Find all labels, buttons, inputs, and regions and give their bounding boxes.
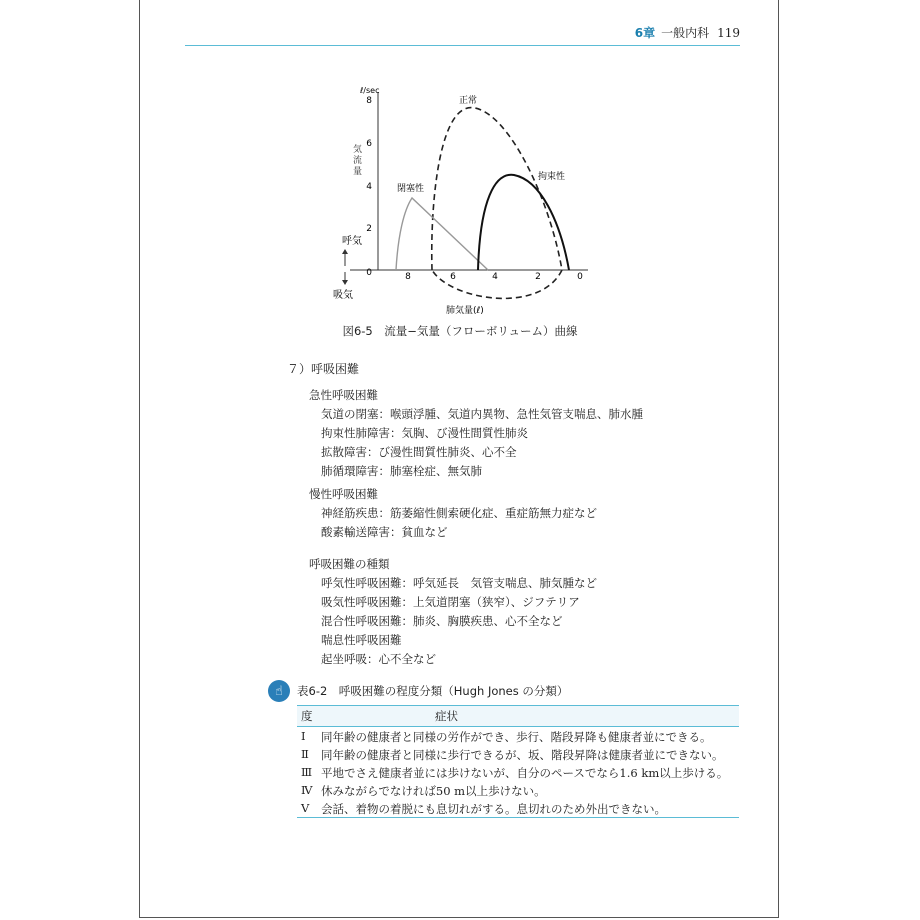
grade-cell: Ⅳ xyxy=(301,783,313,797)
table-body xyxy=(297,727,739,817)
y-label-char-2: 流 xyxy=(353,156,363,166)
list-item: 神経筋疾患：筋萎縮性側索硬化症、重症筋無力症など xyxy=(321,506,597,520)
y-tick-label: 8 xyxy=(366,96,372,106)
y-ticks xyxy=(366,96,372,278)
y-label-char-3: 量 xyxy=(353,167,363,177)
x-tick-label: 4 xyxy=(492,272,498,282)
y-tick-label: 4 xyxy=(366,182,372,192)
table-bottom-rule xyxy=(297,817,739,818)
chapter-title: 一般内科 xyxy=(661,26,710,40)
y-axis-title xyxy=(353,143,362,177)
restrictive-curve xyxy=(478,175,569,270)
column-header-symptom: 症状 xyxy=(435,709,458,723)
inspire-arrowhead xyxy=(342,280,348,285)
hugh-jones-table xyxy=(297,705,739,818)
chapter-number: 6章 xyxy=(634,26,656,40)
x-tick-label: 8 xyxy=(405,272,411,282)
obstructive-curve xyxy=(396,198,488,270)
y-tick-label: 2 xyxy=(366,224,372,234)
table-title: 表6-2 呼吸困難の程度分類（Hugh Jones の分類） xyxy=(297,684,569,698)
table-row xyxy=(297,727,739,745)
table-row xyxy=(297,745,739,763)
x-tick-label: 2 xyxy=(535,272,541,282)
page-number: 119 xyxy=(717,26,740,40)
flow-volume-chart xyxy=(0,0,920,320)
grade-cell: Ⅱ xyxy=(301,747,309,761)
list-item: 拘束性肺障害：気胸、び漫性間質性肺炎 xyxy=(321,426,528,440)
grade-cell: Ⅲ xyxy=(301,765,313,779)
y-tick-label: 6 xyxy=(366,139,372,149)
table-row xyxy=(297,799,739,817)
list-item: 気道の閉塞：喉頭浮腫、気道内異物、急性気管支喘息、肺水腫 xyxy=(321,407,643,421)
y-tick-label: 0 xyxy=(366,268,372,278)
figure-caption: 図6-5 流量−気量（フローボリューム）曲線 xyxy=(342,324,578,338)
grade-cell: Ⅴ xyxy=(301,801,310,815)
expire-label: 呼気 xyxy=(342,236,362,247)
subheading-types: 呼吸困難の種類 xyxy=(309,557,390,571)
expire-arrowhead xyxy=(342,249,348,254)
grade-cell: Ⅰ xyxy=(301,729,306,743)
symptom-cell: 会話、着物の着脱にも息切れがする。息切れのため外出できない。 xyxy=(321,802,666,816)
symptom-cell: 休みながらでなければ50 m以上歩けない。 xyxy=(321,784,546,798)
inspire-label: 吸気 xyxy=(333,290,353,301)
obstructive-curve-label: 閉塞性 xyxy=(397,184,425,194)
list-item: 酸素輸送障害：貧血など xyxy=(321,525,448,539)
symptom-cell: 同年齢の健康者と同様に歩行できるが、坂、階段昇降は健康者並にできない。 xyxy=(321,748,724,762)
column-header-grade: 度 xyxy=(301,709,313,723)
table-row xyxy=(297,781,739,799)
list-item: 呼気性呼吸困難：呼気延長 気管支喘息、肺気腫など xyxy=(321,576,597,590)
section-title: ７）呼吸困難 xyxy=(287,362,360,376)
x-axis-label: 肺気量(ℓ) xyxy=(446,306,484,316)
table-header-row xyxy=(297,705,739,727)
symptom-cell: 平地でさえ健康者並には歩けないが、自分のペースでなら1.6 km以上歩ける。 xyxy=(321,766,729,780)
x-ticks xyxy=(405,272,583,282)
pointing-hand-icon: ☝ xyxy=(268,680,290,702)
y-unit-label: ℓ/sec xyxy=(360,86,380,95)
list-item: 拡散障害：び漫性間質性肺炎、心不全 xyxy=(321,445,517,459)
list-item: 喘息性呼吸困難 xyxy=(321,633,402,647)
x-tick-label: 6 xyxy=(450,272,456,282)
x-tick-label: 0 xyxy=(577,272,583,282)
normal-curve-label: 正常 xyxy=(459,96,478,106)
table-heading xyxy=(268,680,568,702)
list-item: 肺循環障害：肺塞栓症、無気肺 xyxy=(321,464,482,478)
list-item: 起坐呼吸：心不全など xyxy=(321,652,436,666)
list-item: 吸気性呼吸困難：上気道閉塞（狭窄）、ジフテリア xyxy=(321,595,580,609)
y-label-char-1: 気 xyxy=(353,145,363,155)
subheading-acute: 急性呼吸困難 xyxy=(309,388,378,402)
subheading-chronic: 慢性呼吸困難 xyxy=(309,487,378,501)
symptom-cell: 同年齢の健康者と同様の労作ができ、歩行、階段昇降も健康者並にできる。 xyxy=(321,730,712,744)
restrictive-curve-label: 拘束性 xyxy=(538,172,566,182)
table-row xyxy=(297,763,739,781)
list-item: 混合性呼吸困難：肺炎、胸膜疾患、心不全など xyxy=(321,614,563,628)
